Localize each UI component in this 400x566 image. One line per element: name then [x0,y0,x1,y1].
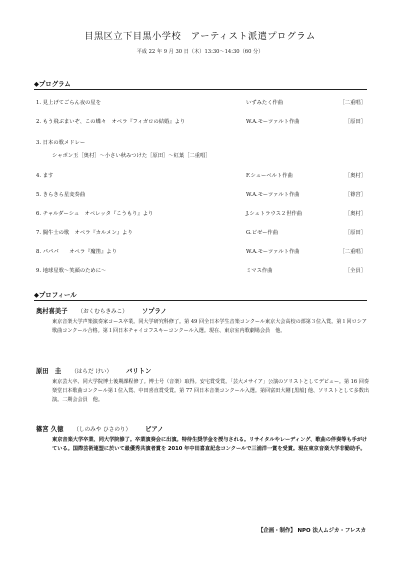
artist-bio: 東京音楽大学声楽演奏家コース卒業。同大学研究科修了。第 49 回全日本学生音楽コンクール東京大会高校の部第３位入賞。第１回ロシア歌曲コンクール合格。第１回日本チャイコフスキーコンクール入選。現在、東京室内歌劇場会員 他。 [52,319,367,334]
program-item-title: 8. パパパ オペラ『魔笛』より [36,249,117,255]
program-item-title: 2. もう飛ぶまいぞ、この蝶々 オペラ『フィガロの結婚』より [36,119,186,125]
artist-header [36,366,151,375]
artist-reading: （しのみや ひさのり） [73,427,132,433]
footer-credit: 【企画・制作】 NPO 法人ムジカ・フレスカ [257,528,366,534]
program-item [34,247,366,257]
program-item [34,138,366,148]
artist-voice: ピアノ [145,426,164,433]
artist-name: 篠宮 久徳 [36,426,64,433]
artist-header [36,424,164,433]
program-item-composer: F.シューベルト作曲 [246,173,293,179]
program-item [34,171,366,181]
artist-bio: 東京音楽大学卒業、同大学院修了。卒業演奏会に出演。特待生奨学金を授与される。リサイタルやレーディング、歌曲の伴奏等も手がけている。国際芸術連盟に於いて最優秀共演者賞を 2010 年中田喜直記念コンクールで三浦洋一賞を受賞。現在東京音楽大学非勤助手。 [52,437,368,453]
artist-bio: 東京芸大卒、同大学院博士後期課程修了。博士号（音楽）取得。安宅賞受賞。「芸大メサイア」公演のソリストとしてデビュー。第 16 回奏楽堂日本歌曲コンクール第１位入賞、中田喜直賞受賞。第 77 回日本音楽コンクール入選。第回富田大剛 [黒船] 他、ソリストとして多数出演。二期会会員 他。 [52,379,369,403]
program-item-title: 1. 見上げてごらん夜の星を [36,100,102,106]
artist-voice: バリトン [126,368,152,375]
artist-header [36,306,167,315]
program-item-title: 9. 地球星歌～笑顔のために～ [36,268,107,274]
program-item [34,228,366,238]
program-item-composer: J.シュトラウス２世作曲 [246,211,303,217]
program-item [34,117,366,127]
profile-heading: ◆プロフィール [34,291,77,299]
artist-voice: ソプラノ [141,308,167,315]
program-item-composer: G.ビゼー作曲 [246,230,278,236]
program-heading: ◆プログラム [34,80,71,88]
program-item [34,190,366,200]
program-item-title: 4. ます [36,173,54,179]
program-item-composer: W.A.モーツァルト作曲 [246,119,300,125]
program-item-performer: ［全員］ [344,268,366,274]
program-item-title: 6. チャルダーシュ オペレッタ『こうもり』より [36,211,154,217]
program-item [34,209,366,219]
program-item-performer: ［二重唱］ [339,249,366,255]
program-item-composer: W.A.モーツァルト作曲 [246,192,300,198]
program-item-performer: ［奥村］ [344,211,366,217]
program-item-composer: ミマス作曲 [246,268,273,274]
program-item-performer: ［篠宮］ [344,192,366,198]
program-item-performer: ［原田］ [344,230,366,236]
program-item-composer: いずみたく作曲 [246,100,284,106]
artist-reading: （はらだ けい） [71,369,113,375]
program-item-title: 5. きらきら星変奏曲 [36,192,86,198]
event-date: 平成 22 年 9 月 30 日（木）13:30～14:30（60 分） [136,49,264,55]
program-item [34,98,366,108]
program-item-title: 3. 日本の歌メドレー [36,140,86,146]
program-item-composer: W.A.モーツァルト作曲 [246,249,300,255]
artist-name: 原田 圭 [36,368,62,375]
medley-detail: シャボン玉［奥村］～小さい秋みつけた［原田］～紅葉［二重唱］ [52,153,211,159]
program-rule [34,89,367,90]
profile-rule [34,300,367,301]
artist-reading: （おくむらきみこ） [77,309,128,315]
program-item-performer: ［奥村］ [344,173,366,179]
page-title: 目黒区立下目黒小学校 アーティスト派遣プログラム [84,31,316,42]
program-item-performer: ［原田］ [344,119,366,125]
program-item [34,266,366,276]
program-item-performer: ［二重唱］ [339,100,366,106]
program-item-title: 7. 闘牛士の歌 オペラ『カルメン』より [36,230,133,236]
artist-name: 奥村喜美子 [36,308,68,315]
